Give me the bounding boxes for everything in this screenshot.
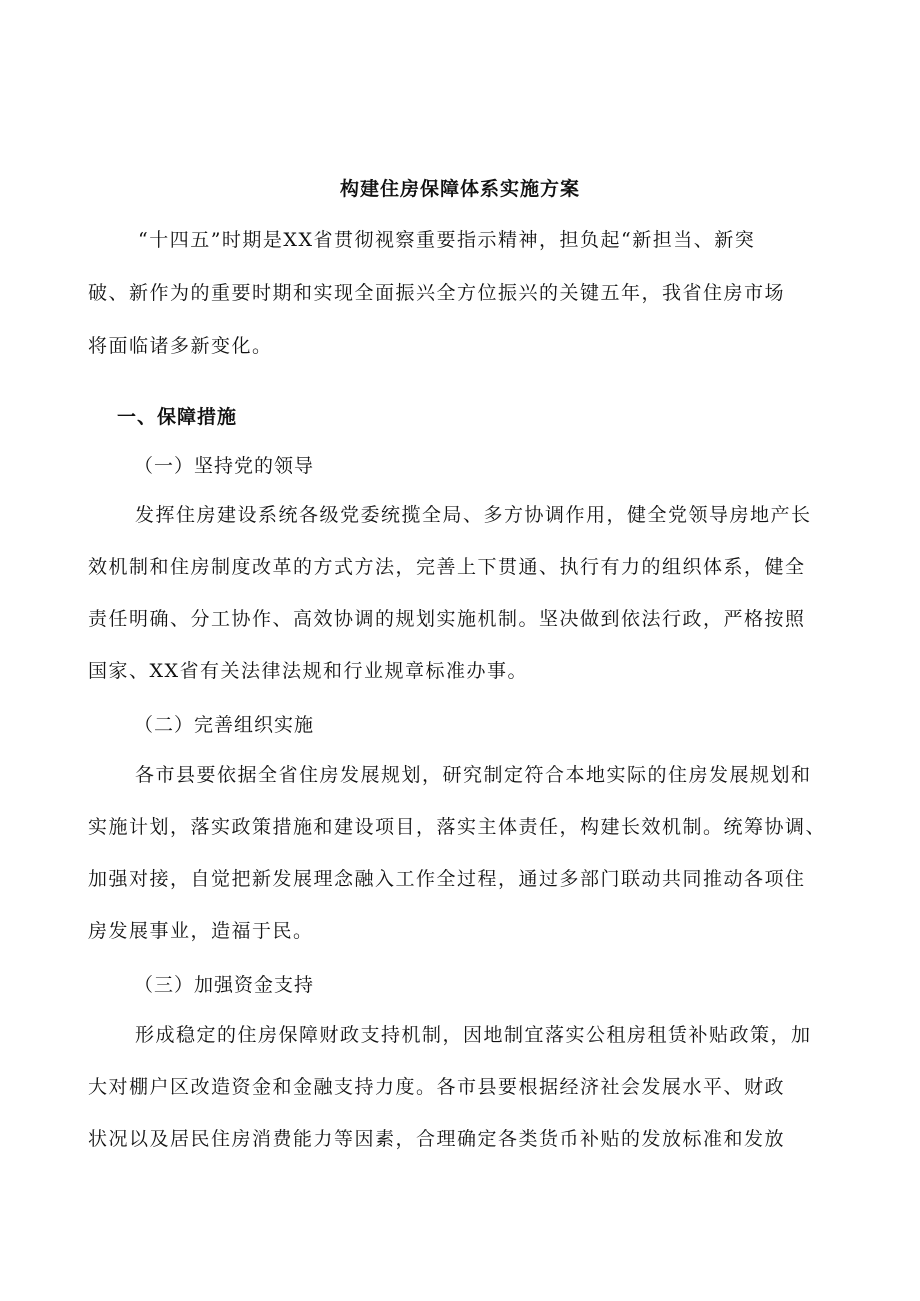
section-heading-measures: 一、保障措施: [117, 406, 238, 428]
subheading-funding: （三）加强资金支持: [134, 974, 315, 996]
intro-line-1: “十四五”时期是XX省贯彻视察重要指示精神，担负起“新担当、新突: [138, 229, 756, 251]
para3-line-3: 状况以及居民住房消费能力等因素，合理确定各类货币补贴的发放标准和发放: [88, 1128, 786, 1150]
para1-line-2: 效机制和住房制度改革的方式方法，完善上下贯通、执行有力的组织体系，健全: [88, 556, 806, 578]
para3-line-2: 大对棚户区改造资金和金融支持力度。各市县要根据经济社会发展水平、财政: [88, 1076, 786, 1098]
intro-line-2: 破、新作为的重要时期和实现全面振兴全方位振兴的关键五年，我省住房市场: [88, 282, 786, 304]
intro-line-3: 将面临诸多新变化。: [88, 335, 273, 357]
para3-line-1: 形成稳定的住房保障财政支持机制，因地制宜落实公租房租赁补贴政策，加: [135, 1024, 812, 1046]
para2-line-4: 房发展事业，造福于民。: [88, 920, 314, 942]
para1-line-4: 国家、XX省有关法律法规和行业规章标准办事。: [88, 660, 529, 682]
para2-line-1: 各市县要依据全省住房发展规划，研究制定符合本地实际的住房发展规划和: [135, 764, 812, 786]
subheading-party-leadership: （一）坚持党的领导: [134, 455, 315, 477]
document-title: 构建住房保障体系实施方案: [339, 178, 580, 200]
para2-line-3: 加强对接，自觉把新发展理念融入工作全过程，通过多部门联动共同推动各项住: [88, 868, 806, 890]
para2-line-2: 实施计划，落实政策措施和建设项目，落实主体责任，构建长效机制。统筹协调、: [88, 816, 827, 838]
para1-line-3: 责任明确、分工协作、高效协调的规划实施机制。坚决做到依法行政，严格按照: [88, 608, 806, 630]
para1-line-1: 发挥住房建设系统各级党委统揽全局、多方协调作用，健全党领导房地产长: [135, 504, 812, 526]
subheading-organization: （二）完善组织实施: [134, 714, 315, 736]
